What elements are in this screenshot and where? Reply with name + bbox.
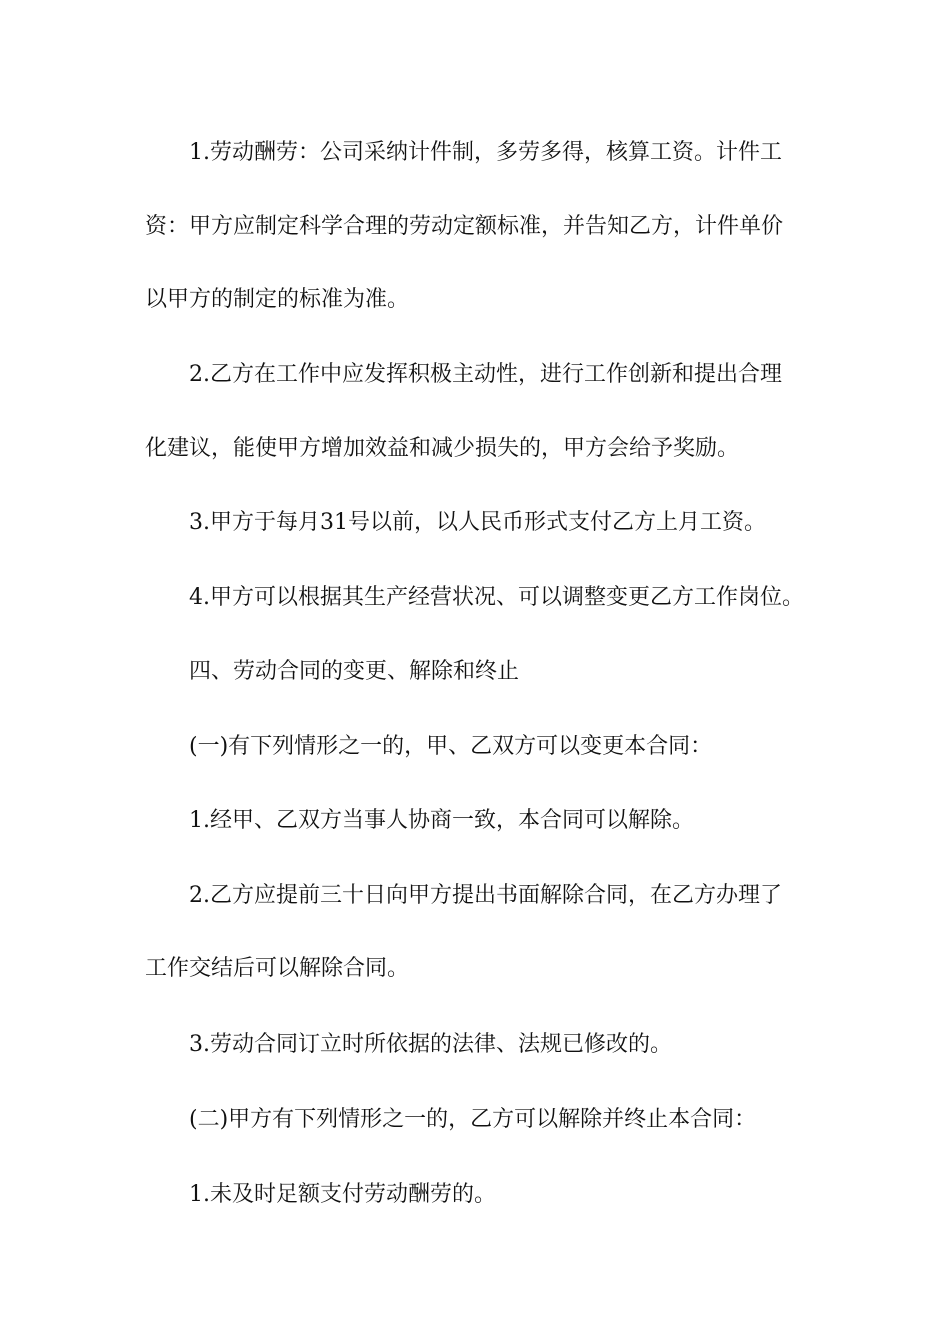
paragraph-line: 3.劳动合同订立时所依据的法律、法规已修改的。 (189, 1032, 672, 1057)
paragraph-line: 工作交结后可以解除合同。 (145, 956, 410, 981)
section-heading: 四、劳动合同的变更、解除和终止 (189, 659, 520, 684)
paragraph-line: 1.未及时足额支付劳动酬劳的。 (189, 1182, 496, 1207)
paragraph-line: 4.甲方可以根据其生产经营状况、可以调整变更乙方工作岗位。 (189, 585, 804, 610)
paragraph-line: 2.乙方应提前三十日向甲方提出书面解除合同，在乙方办理了 (189, 883, 782, 908)
paragraph-line: 1.经甲、乙双方当事人协商一致，本合同可以解除。 (189, 808, 694, 833)
paragraph-line: 资：甲方应制定科学合理的劳动定额标准，并告知乙方，计件单价 (145, 214, 784, 239)
paragraph-line: 化建议，能使甲方增加效益和减少损失的，甲方会给予奖励。 (145, 436, 740, 461)
paragraph-line: (二)甲方有下列情形之一的，乙方可以解除并终止本合同： (189, 1107, 757, 1132)
paragraph-line: 1.劳动酬劳：公司采纳计件制，多劳多得，核算工资。计件工 (189, 140, 782, 165)
paragraph-line: 3.甲方于每月31号以前，以人民币形式支付乙方上月工资。 (189, 510, 766, 535)
paragraph-line: 以甲方的制定的标准为准。 (145, 287, 410, 312)
paragraph-line: 2.乙方在工作中应发挥积极主动性，进行工作创新和提出合理 (189, 362, 782, 387)
paragraph-line: (一)有下列情形之一的，甲、乙双方可以变更本合同： (189, 734, 713, 759)
